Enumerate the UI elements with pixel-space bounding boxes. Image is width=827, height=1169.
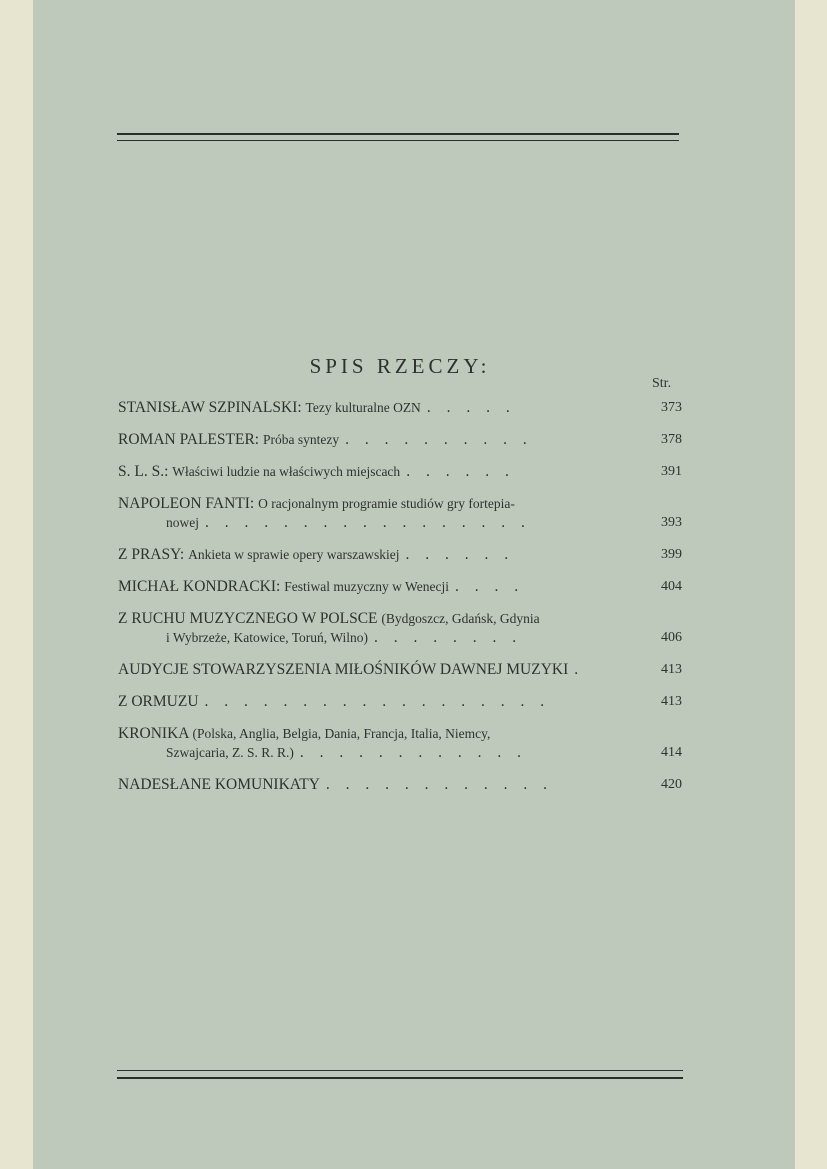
page-number: 404	[661, 579, 682, 594]
entry-title: Szwajcaria, Z. S. R. R.)	[166, 745, 294, 760]
entry-author: STANISŁAW SZPINALSKI:	[118, 399, 302, 416]
entry-title: Właściwi ludzie na właściwych miejscach	[172, 464, 401, 479]
leader-dots: .	[574, 661, 585, 678]
entry-title: nowej	[166, 515, 199, 530]
toc-line	[118, 628, 682, 647]
leader-dots: . . . . . . . .	[374, 629, 523, 646]
toc-line-text	[166, 628, 368, 647]
entry-author: AUDYCJE STOWARZYSZENIA MIŁOŚNIKÓW DAWNEJ MUZYKI	[118, 661, 569, 678]
page-number: 391	[661, 464, 682, 479]
toc-line-text	[118, 660, 568, 679]
leader-dots: . . . . . . . . . . . .	[299, 744, 527, 761]
toc-line-text	[118, 609, 540, 628]
toc-entry	[118, 775, 682, 794]
page-number: 413	[661, 662, 682, 677]
toc-line	[118, 462, 682, 481]
entry-author: Z RUCHU MUZYCZNEGO W POLSCE	[118, 610, 378, 627]
page-number: 414	[661, 745, 682, 760]
leader-dots: . . . . . . . . . . . . . . . . . .	[204, 693, 551, 710]
leader-dots	[515, 494, 650, 513]
toc-line-text	[118, 430, 339, 449]
toc-line-text	[118, 545, 400, 564]
toc-line	[118, 775, 682, 794]
entry-title: Tezy kulturalne OZN	[305, 400, 421, 415]
bottom-rule-thin	[117, 1070, 683, 1071]
entry-title: (Bydgoszcz, Gdańsk, Gdynia	[381, 611, 540, 626]
table-of-contents	[118, 398, 682, 807]
toc-line-text	[166, 513, 199, 532]
entry-title: Próba syntezy	[262, 432, 340, 447]
toc-line	[118, 743, 682, 762]
toc-line-text	[118, 494, 515, 513]
entry-author: NADESŁANE KOMUNIKATY	[118, 776, 320, 793]
toc-line	[118, 577, 682, 596]
entry-title: Festiwal muzyczny w Wenecji	[284, 579, 449, 594]
entry-title: (Polska, Anglia, Belgia, Dania, Francja, Italia, Niemcy,	[192, 726, 491, 741]
toc-line-text	[166, 743, 294, 762]
toc-entry	[118, 462, 682, 481]
page-title	[0, 354, 800, 379]
top-rule-thick	[117, 133, 679, 135]
entry-title: i Wybrzeże, Katowice, Toruń, Wilno)	[166, 630, 369, 645]
leader-dots: . . . . . . . . . . . .	[325, 776, 554, 793]
toc-entry	[118, 724, 682, 762]
page-number: 413	[661, 694, 682, 709]
toc-line	[118, 430, 682, 449]
toc-line	[118, 609, 682, 628]
page-number	[650, 609, 682, 628]
entry-title: Ankieta w sprawie opery warszawskiej	[188, 547, 400, 562]
leader-dots: . . . . . .	[406, 463, 515, 480]
page-number: 406	[661, 630, 682, 645]
toc-entry	[118, 692, 682, 711]
bottom-rule-thick	[117, 1077, 683, 1079]
entry-author: S. L. S.:	[118, 463, 169, 480]
toc-entry	[118, 609, 682, 647]
toc-line-text	[118, 577, 449, 596]
toc-entry	[118, 660, 682, 679]
toc-line	[118, 513, 682, 532]
page-number: 399	[661, 547, 682, 562]
toc-line	[118, 545, 682, 564]
page-number: 373	[661, 400, 682, 415]
toc-line	[118, 660, 682, 679]
toc-line	[118, 494, 682, 513]
toc-line	[118, 724, 682, 743]
leader-dots: . . . . . . . . . . . . . . . . .	[205, 514, 531, 531]
leader-dots: . . . . . . . . . .	[345, 431, 533, 448]
toc-line-text	[118, 398, 421, 417]
toc-entry	[118, 577, 682, 596]
page-number	[650, 494, 682, 513]
entry-author: NAPOLEON FANTI:	[118, 495, 255, 512]
toc-line-text	[118, 462, 400, 481]
toc-line	[118, 692, 682, 711]
toc-line-text	[118, 724, 490, 743]
leader-dots: . . . .	[454, 578, 525, 595]
page-column-label: Str.	[652, 376, 672, 391]
leader-dots: . . . . .	[426, 399, 516, 416]
toc-line	[118, 398, 682, 417]
entry-author: ROMAN PALESTER:	[118, 431, 260, 448]
toc-entry	[118, 545, 682, 564]
entry-author: Z PRASY:	[118, 546, 185, 563]
page-number	[650, 724, 682, 743]
toc-entry	[118, 494, 682, 532]
top-rule-thin	[117, 140, 679, 141]
page-number: 378	[661, 432, 682, 447]
leader-dots: . . . . . .	[405, 546, 515, 563]
leader-dots	[540, 609, 650, 628]
page-number: 420	[661, 777, 682, 792]
toc-line-text	[118, 692, 199, 711]
toc-entry	[118, 398, 682, 417]
entry-author: Z ORMUZU	[118, 693, 199, 710]
entry-author: KRONIKA	[118, 725, 189, 742]
title-text: SPIS RZECZY:	[309, 354, 491, 378]
entry-title: O racjonalnym programie studiów gry fortepia-	[258, 496, 515, 511]
toc-line-text	[118, 775, 320, 794]
toc-entry	[118, 430, 682, 449]
entry-author: MICHAŁ KONDRACKI:	[118, 578, 281, 595]
leader-dots	[490, 724, 650, 743]
page-number: 393	[661, 515, 682, 530]
